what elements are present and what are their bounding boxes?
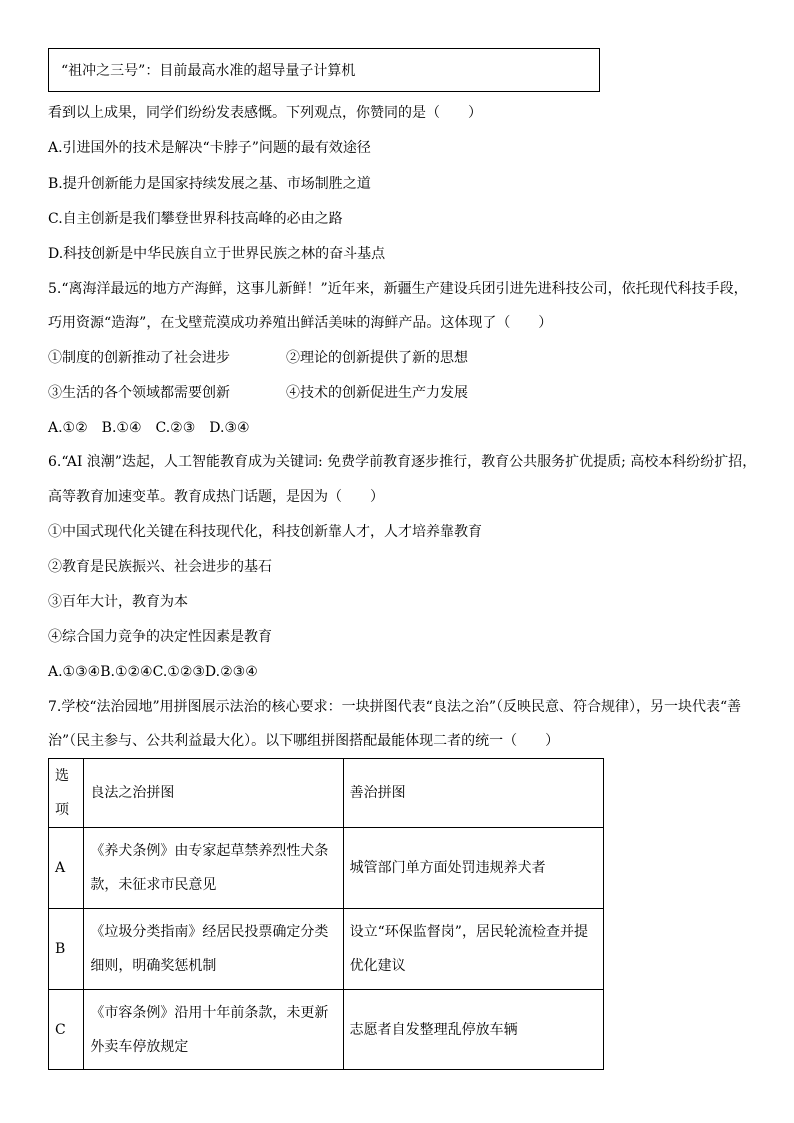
q4-option-a: A.引进国外的技术是解决“卡脖子”问题的最有效途径 <box>48 140 371 156</box>
row-good-governance: 城管部门单方面处罚违规养犬者 <box>343 828 603 909</box>
table-row <box>49 828 604 909</box>
q5-stem-line1: 5.“离海洋最远的地方产海鲜，这事儿新鲜！”近年来，新疆生产建设兵团引进先进科技公司，依托现代科技手段， <box>48 281 748 297</box>
q7-stem-line2: 治”（民主参与、公共利益最大化）。以下哪组拼图搭配最能体现二者的统一（ ） <box>48 733 560 749</box>
q5-item-1: ①制度的创新推动了社会进步 <box>48 350 230 366</box>
q5-item-4: ④技术的创新促进生产力发展 <box>286 385 468 401</box>
q6-choices: A.①③④B.①②④C.①②③D.②③④ <box>48 664 258 680</box>
q5-choices: A.①② B.①④ C.②③ D.③④ <box>48 420 250 436</box>
table-row <box>49 990 604 1070</box>
table-header-row <box>49 759 604 828</box>
q6-item-2: ②教育是民族振兴、社会进步的基石 <box>48 559 272 575</box>
header-good-law: 良法之治拼图 <box>84 759 343 828</box>
q6-stem-line1: 6.“AI 浪潮”迭起，人工智能教育成为关键词: 免费学前教育逐步推行，教育公共服务扩优提质; 高校本科纷纷扩招， <box>48 454 757 470</box>
row-option: B <box>49 909 84 990</box>
row-good-governance: 志愿者自发整理乱停放车辆 <box>343 990 603 1070</box>
row-good-law: 《垃圾分类指南》经居民投票确定分类细则，明确奖惩机制 <box>84 909 343 990</box>
q5-item-2: ②理论的创新提供了新的思想 <box>286 350 468 366</box>
row-option: A <box>49 828 84 909</box>
q4-option-b: B.提升创新能力是国家持续发展之基、市场制胜之道 <box>48 176 371 192</box>
q6-item-1: ①中国式现代化关键在科技现代化，科技创新靠人才，人才培养靠教育 <box>48 524 482 540</box>
row-good-law: 《市容条例》沿用十年前条款，未更新外卖车停放规定 <box>84 990 343 1070</box>
q4-option-d: D.科技创新是中华民族自立于世界民族之林的奋斗基点 <box>48 246 386 262</box>
q5-item-3: ③生活的各个领域都需要创新 <box>48 385 230 401</box>
boxed-fact: “祖冲之三号”：目前最高水准的超导量子计算机 <box>48 48 600 92</box>
row-good-governance: 设立“环保监督岗”，居民轮流检查并提优化建议 <box>343 909 603 990</box>
q6-item-3: ③百年大计，教育为本 <box>48 594 188 610</box>
header-option: 选项 <box>49 759 84 828</box>
q4-option-c: C.自主创新是我们攀登世界科技高峰的必由之路 <box>48 211 343 227</box>
q6-stem-line2: 高等教育加速变革。教育成热门话题，是因为（ ） <box>48 489 384 505</box>
row-good-law: 《养犬条例》由专家起草禁养烈性犬条款，未征求市民意见 <box>84 828 343 909</box>
row-option: C <box>49 990 84 1070</box>
q4-stem: 看到以上成果，同学们纷纷发表感慨。下列观点，你赞同的是（ ） <box>48 105 482 121</box>
q5-stem-line2: 巧用资源“造海”，在戈壁荒漠成功养殖出鲜活美味的海鲜产品。这体现了（ ） <box>48 315 553 331</box>
q6-item-4: ④综合国力竞争的决定性因素是教育 <box>48 629 272 645</box>
table-row <box>49 909 604 990</box>
q7-table <box>48 758 604 1070</box>
header-good-governance: 善治拼图 <box>343 759 603 828</box>
q7-stem-line1: 7.学校“法治园地”用拼图展示法治的核心要求：一块拼图代表“良法之治”（反映民意、符合规律），另一块代表“善 <box>48 699 742 715</box>
